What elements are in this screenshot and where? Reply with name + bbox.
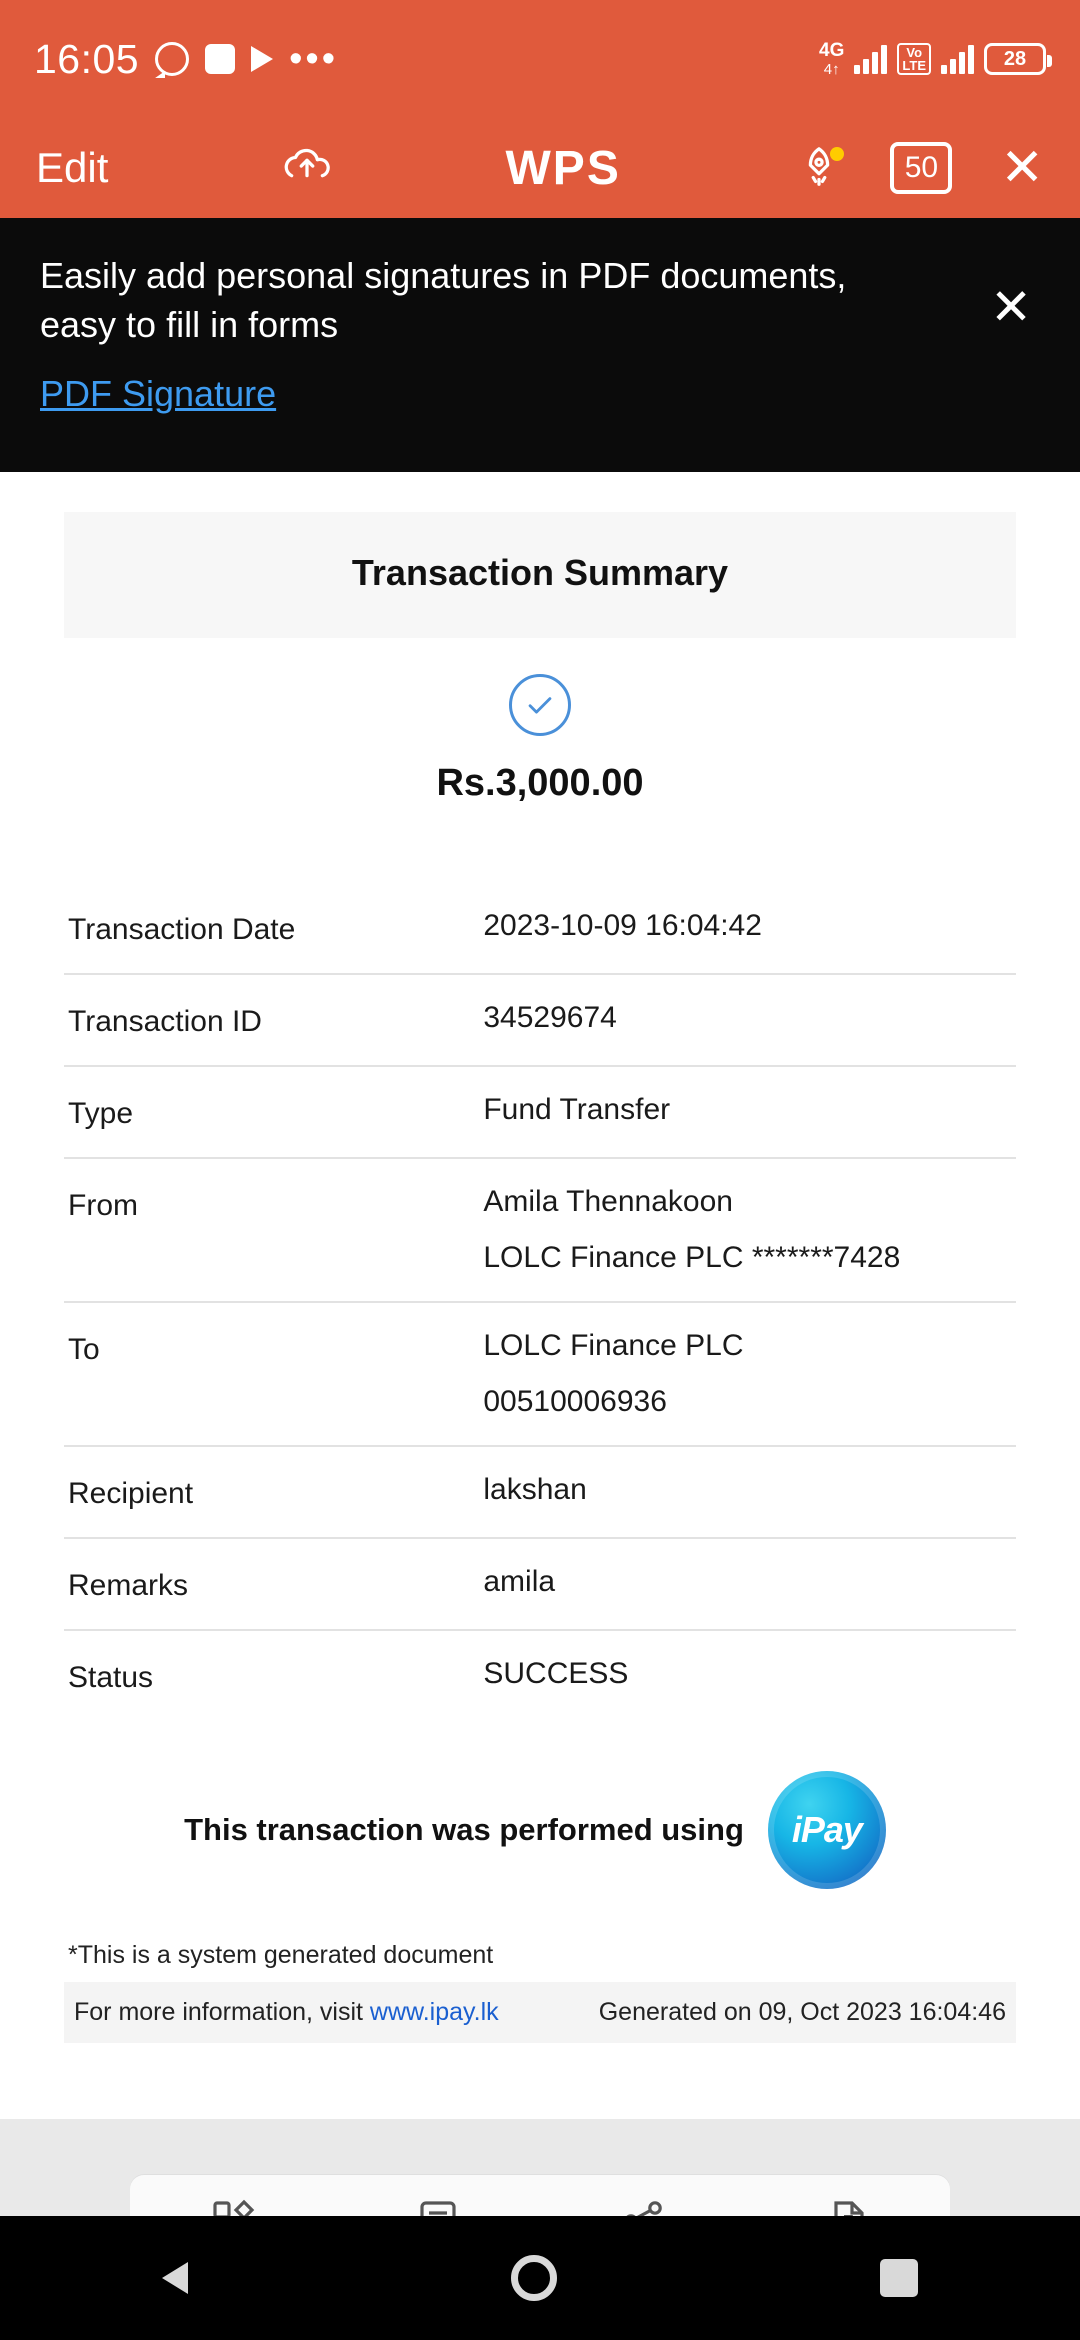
table-row (64, 975, 1016, 1067)
signal-bars-icon-2 (941, 44, 974, 74)
system-generated-note: *This is a system generated document (68, 1941, 494, 1969)
row-key: Transaction ID (68, 1005, 262, 1038)
ipay-website-link[interactable]: www.ipay.lk (369, 1998, 499, 2026)
stop-icon (205, 44, 235, 74)
row-value: Fund Transfer (483, 1093, 671, 1126)
document-view[interactable] (0, 472, 1080, 2043)
promo-banner (0, 218, 1080, 472)
performed-using-text: This transaction was performed using (184, 1812, 744, 1847)
transaction-amount: Rs.3,000.00 (436, 762, 644, 804)
performed-using (64, 1771, 1016, 1889)
whatsapp-icon (155, 42, 189, 76)
page-count-icon[interactable]: 50 (890, 142, 952, 194)
row-key: To (68, 1333, 100, 1366)
footer-generated: Generated on 09, Oct 2023 16:04:46 (598, 1998, 1006, 2026)
row-value: lakshan (483, 1473, 587, 1506)
upload-icon[interactable] (284, 145, 330, 191)
home-icon[interactable] (511, 2255, 557, 2301)
edit-button[interactable]: Edit (36, 144, 109, 191)
app-bar (0, 118, 1080, 218)
network-type-icon: 4G 4↑ (819, 40, 845, 78)
table-row (64, 1303, 1016, 1447)
promo-close-icon[interactable]: ✕ (990, 279, 1032, 335)
signal-bars-icon-1 (854, 44, 887, 74)
table-row (64, 1159, 1016, 1303)
row-key: Transaction Date (68, 913, 296, 946)
row-key: Recipient (68, 1477, 194, 1510)
rocket-icon[interactable] (796, 145, 842, 191)
row-value: amila (483, 1565, 556, 1598)
wps-logo: WPS (505, 141, 621, 195)
recents-icon[interactable] (880, 2259, 918, 2297)
transaction-details-table (64, 883, 1016, 1723)
footer-prefix: For more information, visit (74, 1998, 370, 2026)
row-value: 2023-10-09 16:04:42 (483, 909, 762, 942)
row-value: 34529674 (483, 1001, 617, 1034)
app-bar-actions (796, 139, 1044, 197)
row-key: Type (68, 1097, 134, 1130)
success-check-wrap (64, 674, 1016, 736)
table-row (64, 1447, 1016, 1539)
close-icon[interactable]: ✕ (1000, 139, 1044, 197)
battery-icon: 28 (984, 43, 1046, 75)
table-row (64, 883, 1016, 975)
back-icon[interactable] (162, 2262, 188, 2294)
row-key: Status (68, 1661, 154, 1694)
status-bar-left (34, 36, 338, 83)
row-value: SUCCESS (483, 1657, 629, 1690)
pdf-signature-link[interactable]: PDF Signature (40, 373, 277, 415)
document-title: Transaction Summary (64, 512, 1016, 638)
promo-text: Easily add personal signatures in PDF documents, easy to fill in forms (40, 255, 847, 345)
ipay-logo: iPay (768, 1771, 886, 1889)
more-icon: ••• (289, 38, 339, 80)
footer-info (74, 1998, 499, 2027)
document-page (64, 512, 1016, 2043)
row-key: From (68, 1189, 138, 1222)
row-value: LOLC Finance PLC 00510006936 (483, 1329, 744, 1418)
system-nav-bar (0, 2216, 1080, 2340)
play-icon (251, 46, 273, 72)
document-footer (64, 1982, 1016, 2043)
row-key: Remarks (68, 1569, 189, 1602)
document-spacer (0, 2043, 1080, 2119)
check-circle-icon (509, 674, 571, 736)
status-bar-right (819, 41, 1046, 77)
table-row (64, 1631, 1016, 1723)
volte-icon: Vo LTE (897, 43, 931, 75)
status-bar (0, 0, 1080, 118)
promo-content (40, 252, 860, 415)
table-row (64, 1539, 1016, 1631)
table-row (64, 1067, 1016, 1159)
status-time: 16:05 (34, 35, 140, 82)
row-value: Amila Thennakoon LOLC Finance PLC *******7428 (483, 1185, 901, 1274)
